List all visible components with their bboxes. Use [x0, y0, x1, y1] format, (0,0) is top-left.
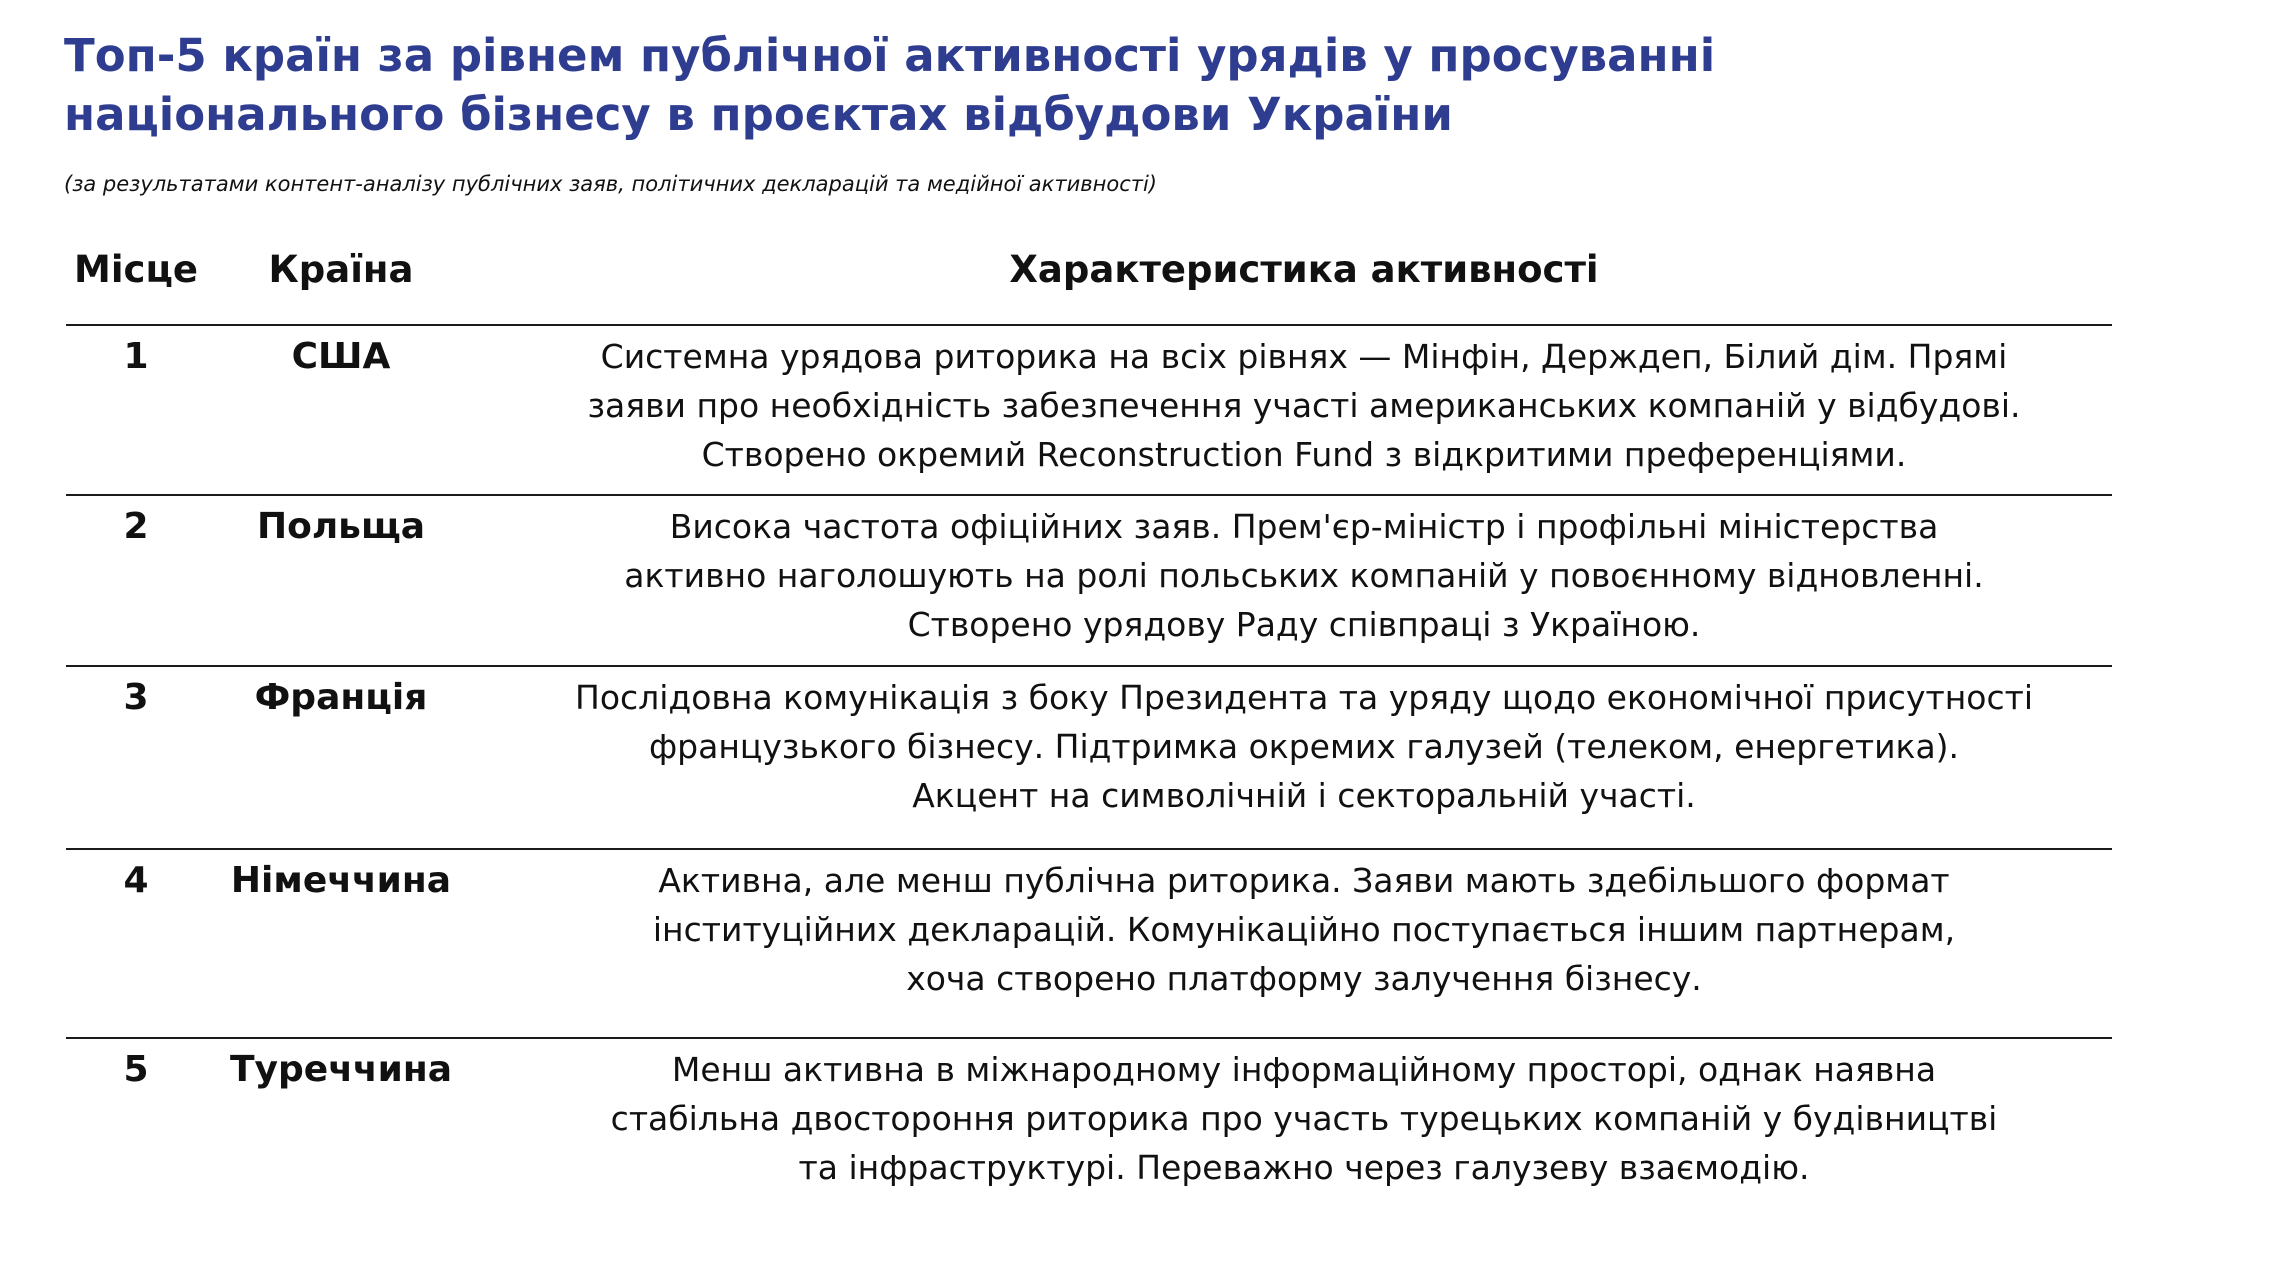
- title-line: Топ-5 країн за рівнем публічної активності урядів у просуванні: [64, 29, 1716, 82]
- description-line: стабільна двостороння риторика про участь турецьких компаній у будівництві: [610, 1099, 1998, 1138]
- description-line: Створено окремий Reconstruction Fund з відкритими преференціями.: [701, 435, 1907, 474]
- description-line: та інфраструктурі. Переважно через галузеву взаємодію.: [798, 1148, 1810, 1187]
- table-row: [66, 665, 2112, 848]
- rank-cell: 5: [123, 1049, 149, 1090]
- description-cell: [496, 502, 2112, 649]
- description-line: активно наголошують на ролі польських компаній у повоєнному відновленні.: [624, 556, 1984, 595]
- description-line: Створено урядову Раду співпраці з Україною.: [907, 605, 1701, 644]
- table-row: [66, 1037, 2112, 1209]
- description-line: Висока частота офіційних заяв. Прем'єр-міністр і профільні міністерства: [669, 507, 1939, 546]
- rank-cell: 4: [123, 860, 149, 901]
- country-cell: Німеччина: [230, 860, 452, 901]
- page-subtitle: (за результатами контент-аналізу публічних заяв, політичних декларацій та медійної активності): [64, 172, 1158, 196]
- column-header-rank: Місце: [74, 248, 198, 291]
- description-line: Системна урядова риторика на всіх рівнях — Мінфін, Держдеп, Білий дім. Прямі: [600, 337, 2008, 376]
- description-cell: [496, 1045, 2112, 1192]
- rank-cell: 2: [123, 506, 149, 547]
- description-line: Акцент на символічній і секторальній участі.: [912, 776, 1696, 815]
- description-line: інституційних декларацій. Комунікаційно поступається іншим партнерам,: [652, 910, 1956, 949]
- description-cell: [496, 856, 2112, 1003]
- rank-cell: 3: [123, 677, 149, 718]
- country-cell: Франція: [254, 677, 428, 718]
- description-line: французького бізнесу. Підтримка окремих галузей (телеком, енергетика).: [648, 727, 1960, 766]
- description-cell: [496, 332, 2112, 479]
- description-line: Послідовна комунікація з боку Президента та уряду щодо економічної присутності: [575, 678, 2033, 717]
- column-header-description: Характеристика активності: [1009, 248, 1599, 291]
- page-title: [64, 26, 1964, 144]
- description-line: заяви про необхідність забезпечення участі американських компаній у відбудові.: [587, 386, 2021, 425]
- column-header-country: Країна: [268, 248, 414, 291]
- country-cell: Польща: [256, 506, 426, 547]
- title-line: національного бізнесу в проєктах відбудови України: [64, 88, 1453, 141]
- table-row: [66, 848, 2112, 1037]
- country-cell: США: [291, 336, 391, 377]
- table-row: [66, 324, 2112, 494]
- rank-cell: 1: [123, 336, 149, 377]
- table-header-row: [66, 236, 2112, 324]
- description-line: Менш активна в міжнародному інформаційному просторі, однак наявна: [671, 1050, 1937, 1089]
- description-line: хоча створено платформу залучення бізнесу.: [906, 959, 1702, 998]
- description-line: Активна, але менш публічна риторика. Заяви мають здебільшого формат: [658, 861, 1950, 900]
- country-cell: Туреччина: [229, 1049, 453, 1090]
- description-cell: [496, 673, 2112, 820]
- ranking-table: [66, 236, 2112, 1209]
- table-row: [66, 494, 2112, 665]
